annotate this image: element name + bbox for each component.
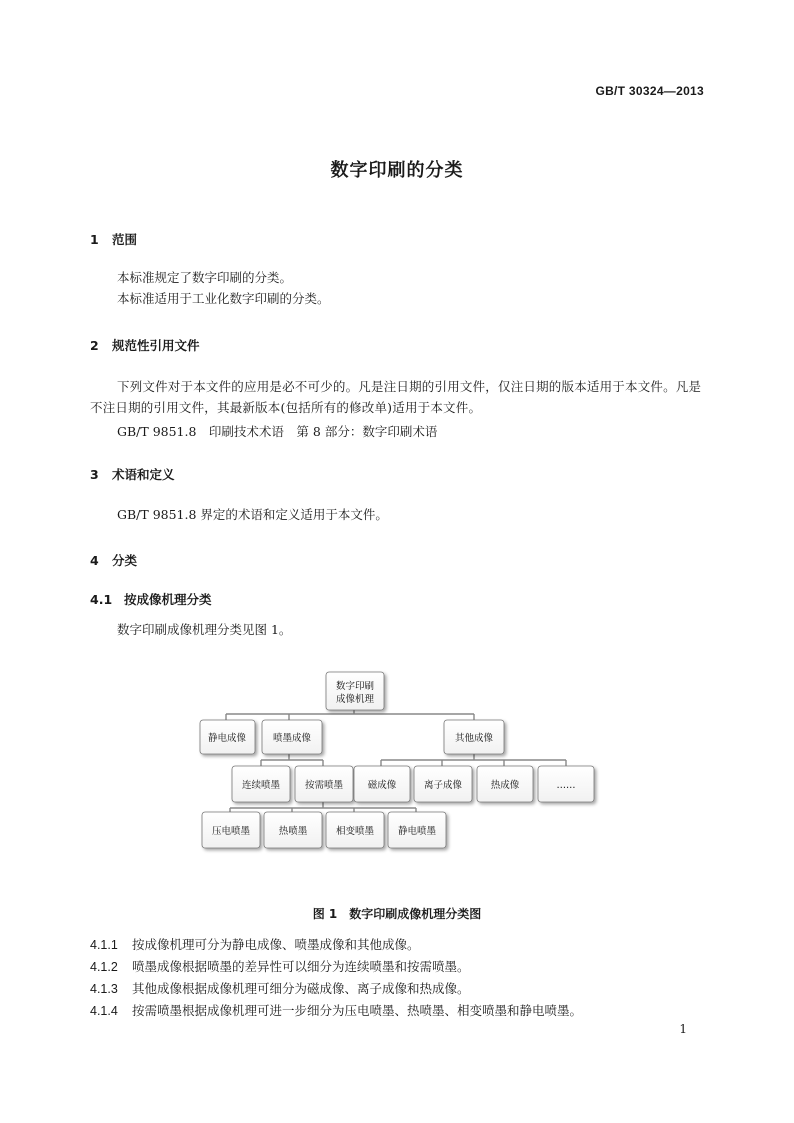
figure-caption: 图 1 数字印刷成像机理分类图 — [312, 907, 482, 921]
node-ellipsis-label: …… — [556, 780, 576, 791]
clause-number: 4.1.2 — [90, 960, 118, 974]
section-3-number: 3 — [90, 467, 99, 482]
normative-reference: GB/T 9851.8 印刷技术术语 第 8 部分：数字印刷术语 — [117, 424, 438, 439]
node-piezo-inkjet-label: 压电喷墨 — [211, 826, 251, 837]
node-phase-change-inkjet — [326, 812, 384, 848]
node-root-line-2: 成像机理 — [335, 694, 375, 705]
clause-number: 4.1.1 — [90, 938, 118, 952]
clause-text: 按需喷墨根据成像机理可进一步细分为压电喷墨、热喷墨、相变喷墨和静电喷墨。 — [132, 1003, 583, 1018]
node-electrostatic-inkjet — [388, 812, 446, 848]
section-4-1-title: 按成像机理分类 — [124, 592, 212, 607]
section-1-line-1: 本标准规定了数字印刷的分类。 — [117, 270, 293, 285]
node-root-line-1: 数字印刷 — [335, 681, 375, 692]
node-drop-on-demand — [295, 766, 353, 802]
node-electrostatic-inkjet-label: 静电喷墨 — [397, 826, 437, 837]
node-electrostatic — [200, 720, 255, 754]
node-continuous-inkjet-label: 连续喷墨 — [241, 780, 281, 791]
node-magnetic-label: 磁成像 — [367, 780, 397, 791]
node-thermal-inkjet-label: 热喷墨 — [278, 826, 308, 837]
clause-4-1-3 — [90, 979, 470, 999]
clause-text: 喷墨成像根据喷墨的差异性可以细分为连续喷墨和按需喷墨。 — [132, 959, 470, 974]
node-ion-label: 离子成像 — [423, 780, 463, 791]
section-2-paragraph: 下列文件对于本文件的应用是必不可少的。凡是注日期的引用文件，仅注日期的版本适用于本文件。凡是不注日期的引用文件，其最新版本(包括所有的修改单)适用于本文件。 — [90, 379, 702, 415]
clause-number: 4.1.4 — [90, 1004, 118, 1018]
section-1-title: 范围 — [112, 232, 138, 247]
node-phase-change-inkjet-label: 相变喷墨 — [335, 826, 375, 837]
section-4-title: 分类 — [112, 553, 138, 568]
node-thermal-inkjet — [264, 812, 322, 848]
node-ion — [414, 766, 472, 802]
node-ellipsis — [538, 766, 594, 802]
node-inkjet — [262, 720, 322, 754]
node-magnetic — [354, 766, 410, 802]
node-drop-on-demand-label: 按需喷墨 — [304, 780, 344, 791]
clause-4-1-2 — [90, 957, 470, 977]
section-1-number: 1 — [90, 232, 99, 247]
node-other-label: 其他成像 — [454, 733, 494, 744]
node-inkjet-label: 喷墨成像 — [272, 733, 312, 744]
section-4-1-number: 4.1 — [90, 592, 113, 607]
page-number: 1 — [679, 1022, 687, 1036]
clause-text: 按成像机理可分为静电成像、喷墨成像和其他成像。 — [132, 937, 420, 952]
clause-4-1-4 — [90, 1001, 582, 1021]
clause-text: 其他成像根据成像机理可细分为磁成像、离子成像和热成像。 — [132, 981, 470, 996]
node-other — [444, 720, 504, 754]
section-2-title: 规范性引用文件 — [112, 338, 200, 353]
section-3-title: 术语和定义 — [112, 467, 175, 482]
figure-intro: 数字印刷成像机理分类见图 1。 — [117, 622, 292, 637]
node-continuous-inkjet — [232, 766, 290, 802]
clause-4-1-1 — [90, 935, 420, 955]
node-piezo-inkjet — [202, 812, 260, 848]
node-thermal — [477, 766, 533, 802]
section-3-line: GB/T 9851.8 界定的术语和定义适用于本文件。 — [117, 507, 388, 522]
clause-number: 4.1.3 — [90, 982, 118, 996]
node-electrostatic-label: 静电成像 — [207, 733, 247, 744]
section-1-line-2: 本标准适用于工业化数字印刷的分类。 — [117, 291, 330, 306]
standard-number: GB/T 30324—2013 — [595, 84, 704, 98]
section-2-number: 2 — [90, 338, 99, 353]
document-title: 数字印刷的分类 — [330, 160, 464, 181]
section-4-number: 4 — [90, 553, 99, 568]
node-thermal-label: 热成像 — [490, 780, 520, 791]
node-root — [326, 672, 384, 710]
